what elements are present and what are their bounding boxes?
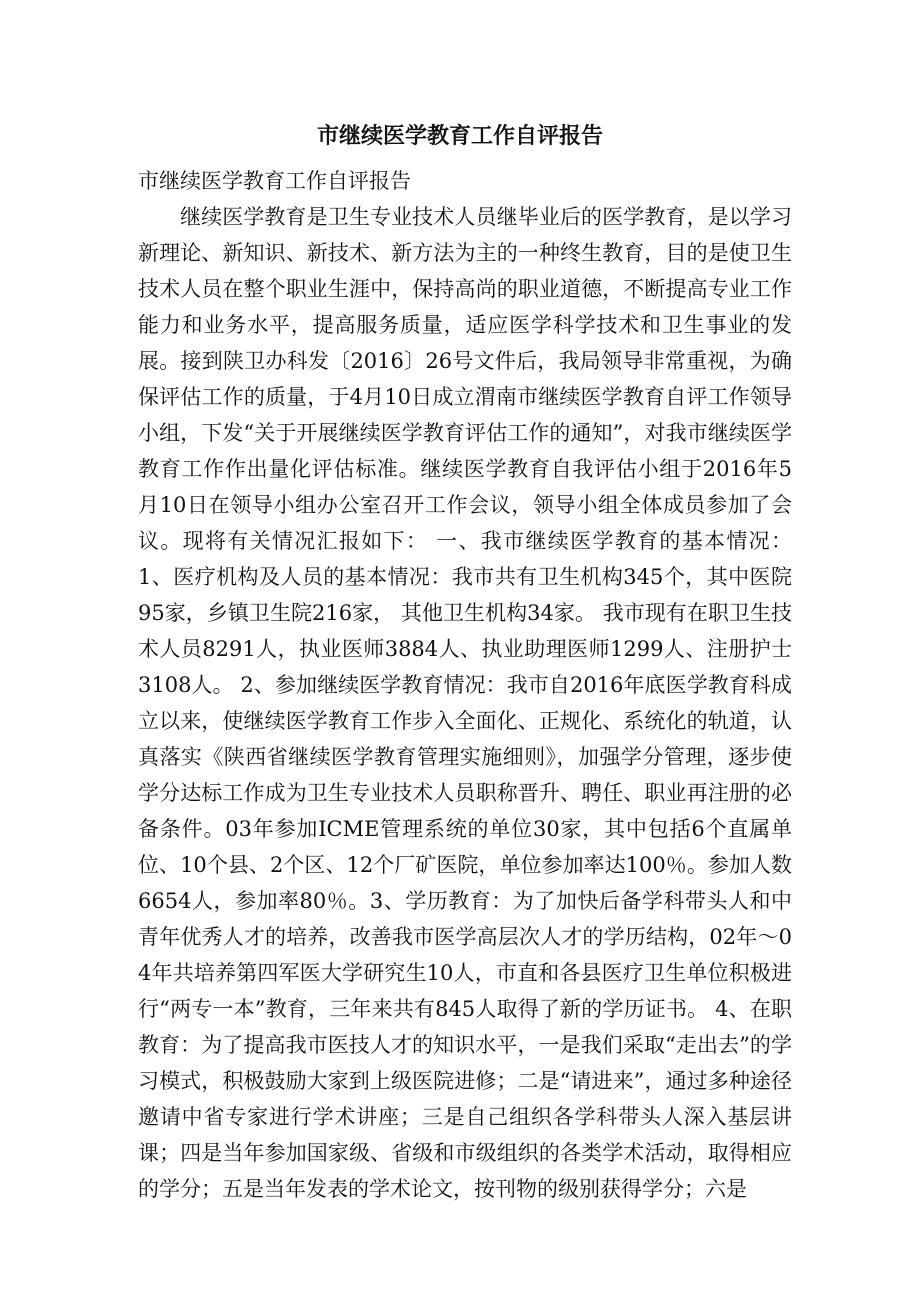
document-title: 市继续医学教育工作自评报告	[316, 123, 603, 149]
document-paragraph: 继续医学教育是卫生专业技术人员继毕业后的医学教育，是以学习新理论、新知识、新技术、新方法为主的一种终生教育，目的是使卫生技术人员在整个职业生涯中，保持高尚的职业道德，不断提高专业工作能力和业务水平，提高服务质量，适应医学科学技术和卫生事业的发展。接到陕卫办科发〔2016〕26号文件后，我局领导非常重视，为确保评估工作的质量，于4月10日成立渭南市继续医学教育自评工作领导小组，下发“关于开展继续医学教育评估工作的通知”，对我市继续医学教育工作作出量化评估标准。继续医学教育自我评估小组于2016年5月10日在领导小组办公室召开工作会议，领导小组全体成员参加了会议。现将有关情况汇报如下： 一、我市继续医学教育的基本情况： 1、医疗机构及人员的基本情况：我市共有卫生机构345个，其中医院95家，乡镇卫生院216家， 其他卫生机构34家。 我市现有在职卫生技术人员8291人，执业医师3884人、执业助理医师1299人、注册护士3108人。 2、参加继续医学教育情况：我市自2016年底医学教育科成立以来，使继续医学教育工作步入全面化、正规化、系统化的轨道，认真落实《陕西省继续医学教育管理实施细则》，加强学分管理，逐步使学分达标工作成为卫生专业技术人员职称晋升、聘任、职业再注册的必备条件。03年参加ICME管理系统的单位30家，其中包括6个直属单位、10个县、2个区、12个厂矿医院，单位参加率达100％。参加人数6654人，参加率80％。3、学历教育：为了加快后备学科带头人和中青年优秀人才的培养，改善我市医学高层次人才的学历结构，02年～04年共培养第四军医大学研究生10人，市直和各县医疗卫生单位积极进行“两专一本”教育，三年来共有845人取得了新的学历证书。 4、在职教育：为了提高我市医技人才的知识水平，一是我们采取“走出去”的学习模式，积极鼓励大家到上级医院进修；二是“请进来”，通过多种途径邀请中省专家进行学术讲座；三是自己组织各学科带头人深入基层讲课；四是当年参加国家级、省级和市级组织的各类学术活动，取得相应的学分；五是当年发表的学术论文，按刊物的级别获得学分；六是	[138, 205, 792, 1201]
document-body	[138, 163, 792, 1207]
document-subtitle: 市继续医学教育工作自评报告	[138, 169, 411, 193]
